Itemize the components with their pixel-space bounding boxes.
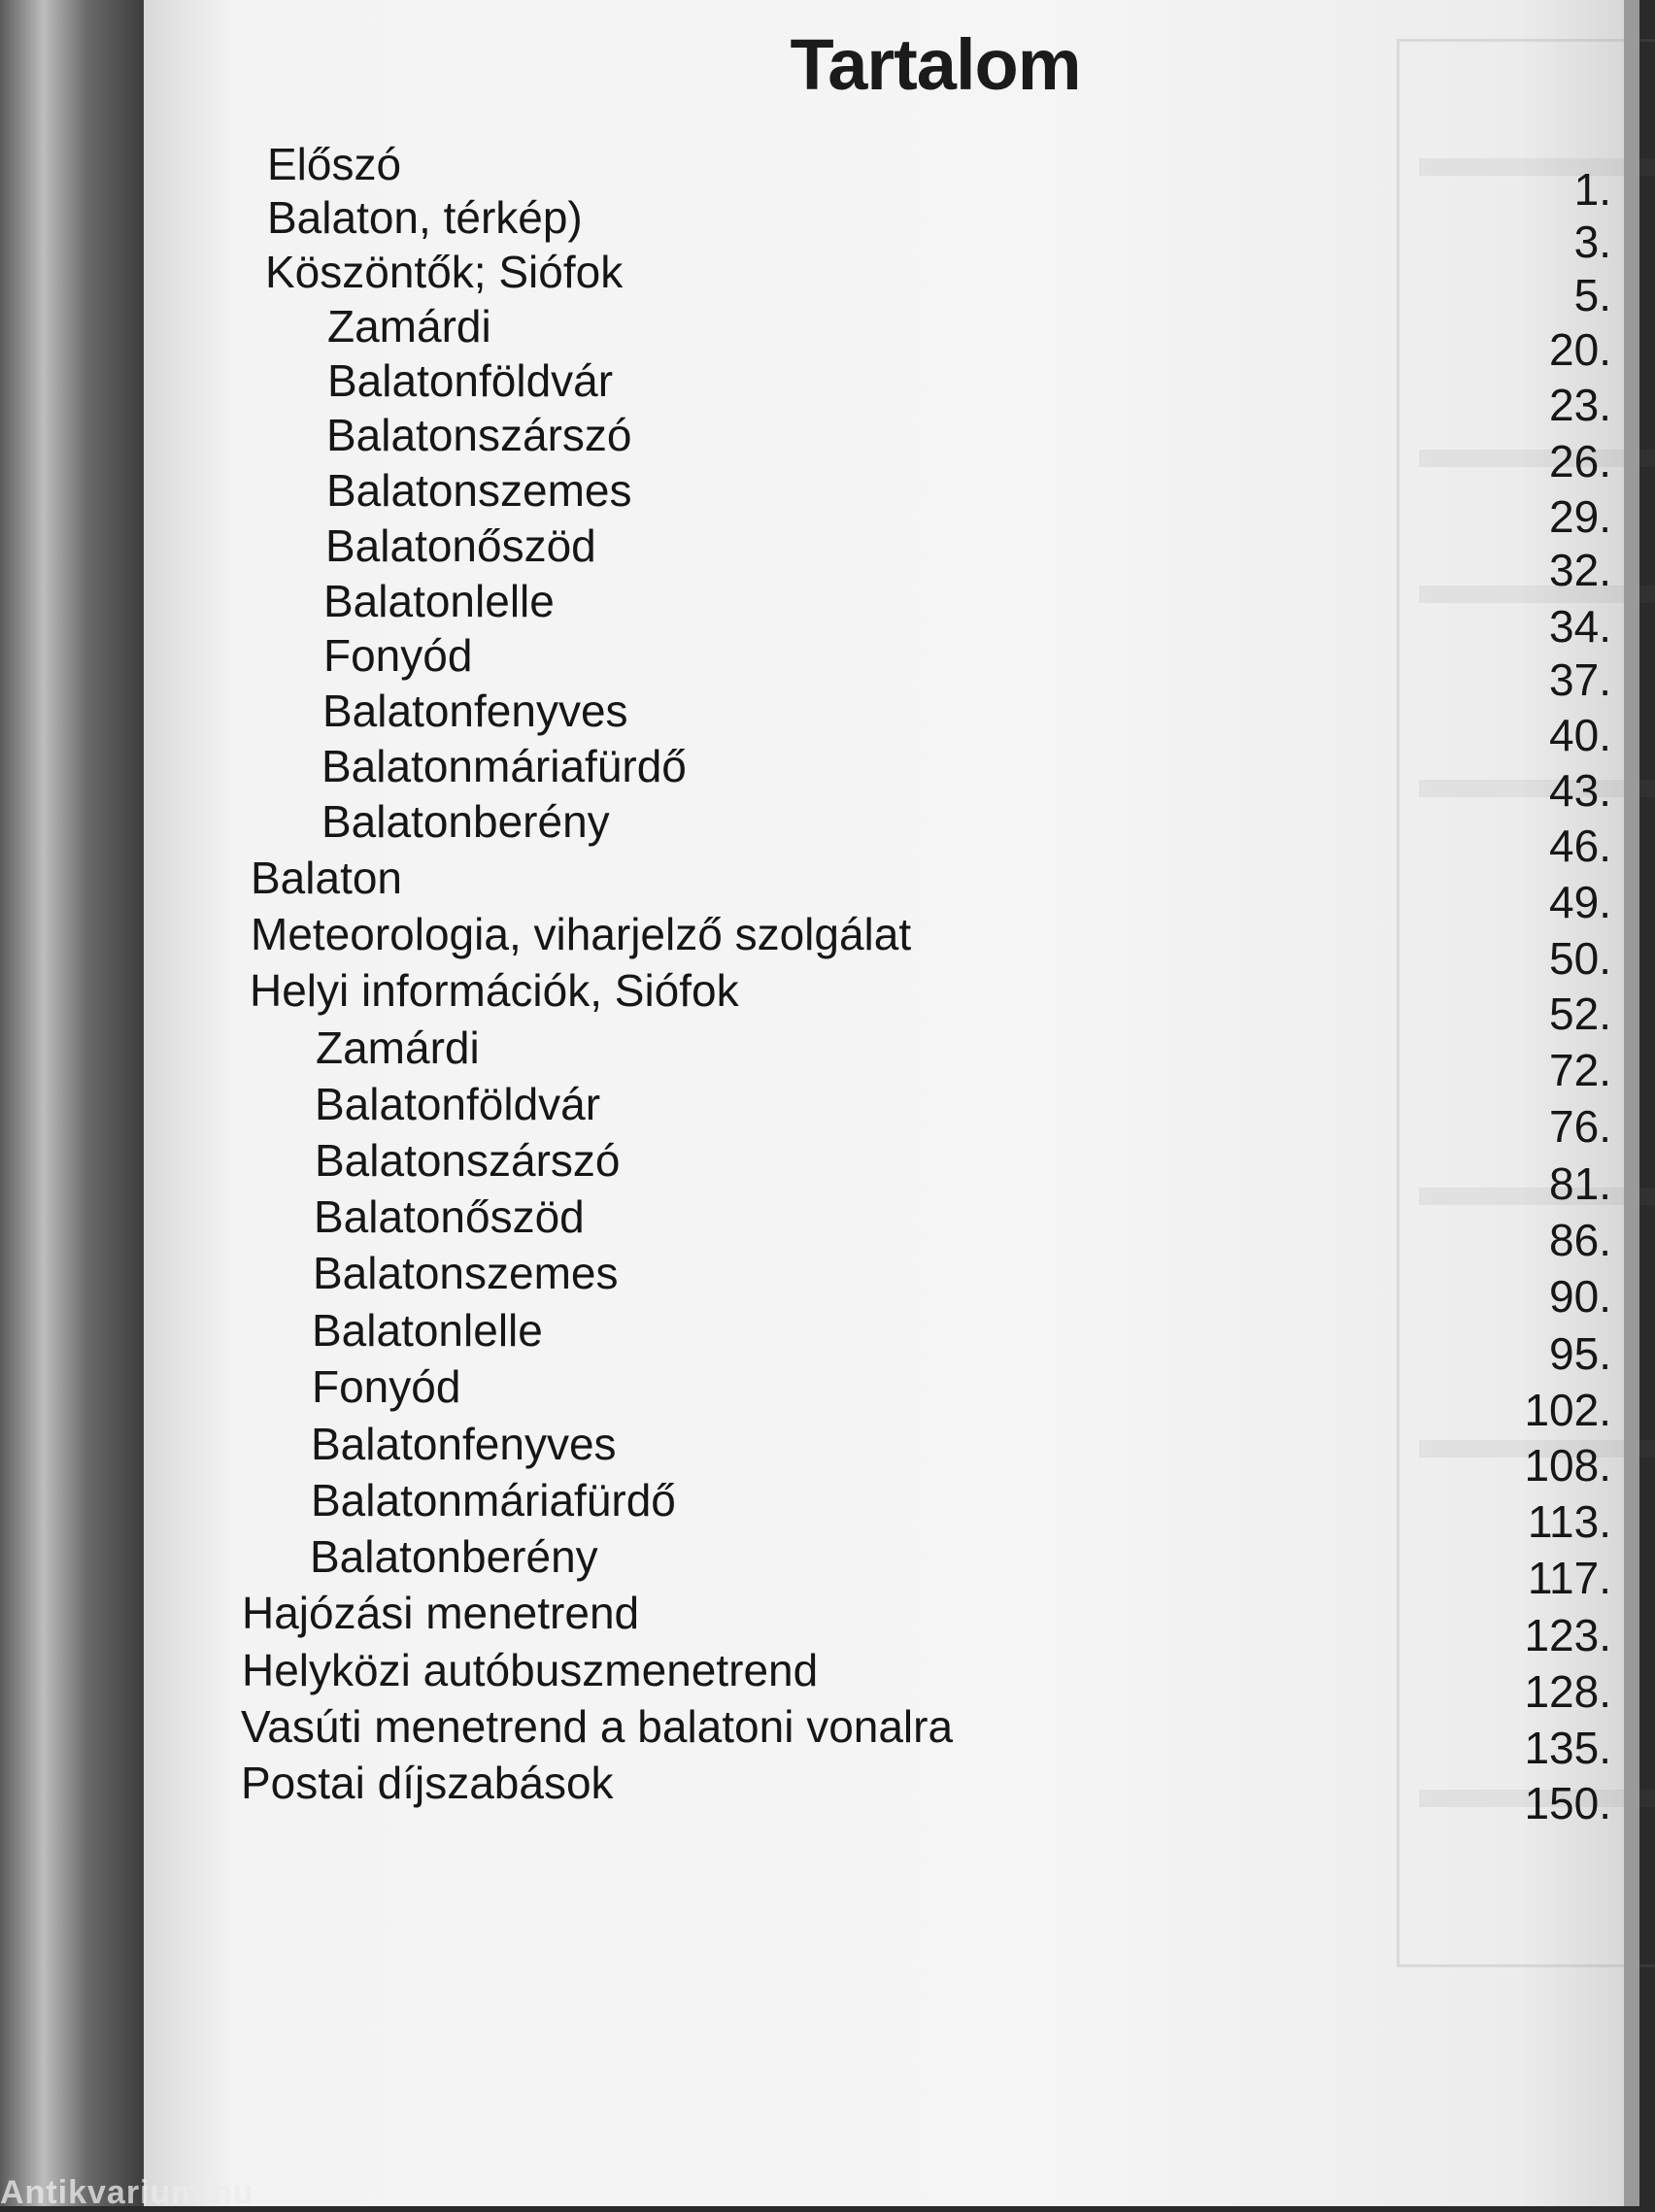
toc-entry-page: 81. [1549,1158,1611,1209]
toc-entry-label: Meteorologia, viharjelző szolgálat [251,909,912,959]
toc-entry-label: Balatonőszöd [314,1191,585,1242]
toc-row [0,1360,1655,1419]
toc-row [0,740,1655,798]
toc-entry-label: Balatonfenyves [311,1419,617,1469]
toc-entry-label: Balatonlelle [323,576,555,626]
toc-entry-page: 95. [1549,1328,1611,1379]
toc-row [0,852,1655,910]
toc-row [0,908,1655,966]
toc-entry-label: Balatonszemes [326,465,632,516]
toc-entry-label: Fonyód [323,630,473,681]
toc-entry-page: 40. [1549,710,1611,760]
toc-entry-page: 20. [1549,324,1611,375]
toc-entry-page: 37. [1549,654,1611,705]
toc-row [0,138,1655,196]
toc-row [0,1304,1655,1362]
toc-row [0,1757,1655,1815]
toc-entry-label: Balatonföldvár [327,355,614,406]
toc-entry-page: 34. [1549,601,1611,652]
toc-row [0,1474,1655,1532]
toc-row [0,1644,1655,1702]
toc-entry-label: Balatonmáriafürdő [321,741,687,791]
toc-entry-label: Balatonfenyves [322,686,628,736]
toc-entry-label: Balatonőszöd [325,520,596,571]
toc-entry-page: 5. [1573,270,1611,320]
toc-row [0,354,1655,413]
toc-entry-page: 3. [1573,217,1611,267]
toc-entry-label: Helyközi autóbuszmenetrend [242,1645,819,1695]
toc-entry-label: Fonyód [312,1361,461,1412]
toc-row [0,795,1655,854]
toc-entry-page: 32. [1549,545,1611,595]
toc-entry-page: 150. [1524,1778,1611,1828]
toc-entry-label: Helyi információk, Siófok [250,965,739,1016]
toc-row [0,464,1655,522]
toc-entry-label: Balatonberény [310,1531,598,1582]
toc-entry-label: Balatonszárszó [315,1135,621,1186]
toc-row [0,409,1655,467]
toc-entry-label: Balatonszemes [313,1248,619,1298]
toc-entry-page: 23. [1549,380,1611,430]
toc-entry-label: Köszöntők; Siófok [265,247,624,297]
toc-entry-label: Postai díjszabások [241,1758,614,1808]
toc-entry-label: Balatonföldvár [315,1079,601,1129]
toc-row [0,1078,1655,1136]
toc-entry-label: Balatonlelle [312,1305,543,1356]
toc-entry-page: 117. [1527,1553,1611,1603]
page-title: Tartalom [790,24,1081,105]
toc-entry-page: 113. [1527,1496,1611,1547]
toc-row [0,1700,1655,1759]
toc-entry-label: Előszó [267,139,402,189]
toc-entry-label: Balatonberény [321,796,610,847]
toc-entry-label: Zamárdi [316,1022,480,1073]
toc-entry-page: 128. [1524,1666,1611,1717]
toc-row [0,1530,1655,1589]
toc-entry-page: 46. [1549,821,1611,871]
toc-entry-page: 43. [1549,765,1611,816]
toc-row [0,1587,1655,1645]
toc-entry-label: Balatonszárszó [326,410,632,460]
toc-row [0,629,1655,687]
watermark: Antikvarium.hu [0,2174,254,2211]
toc-row [0,1134,1655,1192]
toc-entry-page: 26. [1549,436,1611,486]
toc-entry-page: 123. [1524,1610,1611,1660]
toc-entry-label: Balaton [251,853,403,903]
toc-row [0,964,1655,1022]
toc-entry-page: 49. [1549,877,1611,927]
toc-entry-label: Balatonmáriafürdő [311,1475,676,1525]
toc-entry-page: 50. [1549,933,1611,984]
toc-entry-page: 90. [1549,1271,1611,1322]
toc-entry-label: Hajózási menetrend [242,1588,640,1638]
toc-entry-page: 135. [1524,1723,1611,1773]
toc-row [0,300,1655,358]
toc-entry-page: 29. [1549,491,1611,542]
toc-entry-page: 102. [1524,1385,1611,1435]
toc-row [0,1190,1655,1249]
toc-entry-page: 108. [1524,1440,1611,1491]
toc-entry-page: 1. [1573,164,1611,215]
toc-row [0,1247,1655,1305]
toc-row [0,685,1655,743]
toc-row [0,191,1655,250]
toc-entry-label: Vasúti menetrend a balatoni vonalra [241,1701,954,1752]
toc-row [0,1418,1655,1476]
toc-entry-label: Balaton, térkép) [267,192,583,243]
toc-row [0,1022,1655,1080]
toc-row [0,246,1655,304]
toc-row [0,575,1655,633]
toc-entry-label: Zamárdi [327,301,491,352]
toc-entry-page: 76. [1549,1101,1611,1152]
toc-entry-page: 86. [1549,1215,1611,1265]
toc-entry-page: 52. [1549,989,1611,1039]
toc-row [0,519,1655,578]
toc-entry-page: 72. [1549,1045,1611,1095]
